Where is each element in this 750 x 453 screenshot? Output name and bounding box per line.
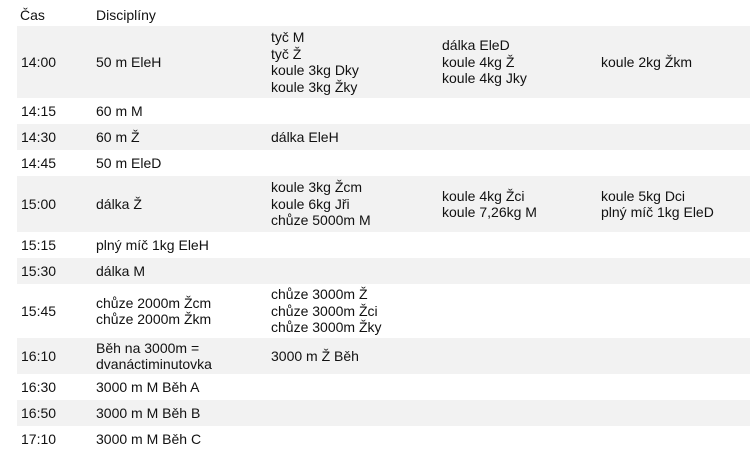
cell-line: koule 3kg Žky	[271, 78, 358, 95]
cell-line: 14:30	[21, 128, 57, 145]
cell-line: 50 m EleD	[96, 154, 162, 171]
header-time: Čas	[20, 7, 45, 23]
cell-line: plný míč 1kg EleH	[96, 236, 209, 253]
cell-line: chůze 3000m Žci	[271, 302, 378, 319]
discipline-cell-4	[601, 176, 714, 232]
cell-line: koule 3kg Dky	[271, 62, 359, 78]
cell-line: 16:50	[21, 404, 57, 421]
cell-line: koule 6kg Jři	[271, 195, 350, 212]
discipline-cell-1	[96, 400, 200, 426]
discipline-cell-2	[271, 26, 359, 98]
cell-line: 15:15	[21, 236, 57, 253]
cell-line: 14:15	[21, 102, 57, 119]
cell-line: dálka M	[96, 262, 146, 279]
cell-line: dálka EleH	[271, 128, 339, 145]
cell-line: Běh na 3000m =	[96, 339, 200, 356]
cell-line: koule 4kg Žci	[442, 187, 525, 204]
discipline-cell-2	[271, 176, 371, 232]
cell-line: chůze 3000m Žky	[271, 319, 382, 336]
cell-line: dálka EleD	[442, 37, 510, 54]
discipline-cell-1	[96, 98, 143, 124]
cell-line: chůze 5000m M	[271, 212, 371, 229]
discipline-cell-1	[96, 284, 211, 338]
discipline-cell-2	[271, 338, 359, 374]
table-row	[17, 338, 750, 374]
discipline-cell-1	[96, 258, 145, 284]
table-row	[17, 374, 750, 400]
discipline-cell-3	[442, 176, 537, 232]
time-cell	[21, 374, 56, 400]
cell-line: koule 4kg Ž	[442, 53, 515, 70]
cell-line: tyč M	[271, 29, 305, 45]
cell-line: 3000 m M Běh C	[96, 430, 202, 447]
cell-line: 60 m M	[96, 102, 143, 119]
cell-line: 15:30	[21, 262, 57, 279]
cell-line: plný míč 1kg EleD	[601, 204, 714, 220]
cell-line: 16:10	[21, 347, 57, 364]
time-cell	[21, 426, 56, 452]
cell-line: koule 7,26kg M	[442, 204, 537, 220]
time-cell	[21, 150, 56, 176]
discipline-cell-1	[96, 232, 209, 258]
time-cell	[21, 176, 56, 232]
cell-line: dálka Ž	[96, 195, 142, 212]
table-row	[17, 176, 750, 232]
table-row	[17, 232, 750, 258]
cell-line: 3000 m M Běh B	[96, 404, 201, 421]
discipline-cell-2	[271, 284, 382, 338]
table-row	[17, 150, 750, 176]
time-cell	[21, 284, 56, 338]
cell-line: koule 5kg Dci	[601, 187, 686, 204]
header-disciplines: Disciplíny	[96, 7, 156, 23]
discipline-cell-1	[96, 150, 161, 176]
discipline-cell-1	[96, 176, 142, 232]
discipline-cell-1	[96, 426, 201, 452]
time-cell	[21, 98, 56, 124]
cell-line: chůze 3000m Ž	[271, 286, 368, 303]
time-cell	[21, 26, 56, 98]
cell-line: 17:10	[21, 430, 57, 447]
discipline-cell-1	[96, 124, 140, 150]
cell-line: chůze 2000m Žcm	[96, 294, 212, 311]
time-cell	[21, 232, 56, 258]
cell-line: 14:45	[21, 154, 57, 171]
time-cell	[21, 338, 56, 374]
cell-line: 50 m EleH	[96, 53, 162, 70]
cell-line: chůze 2000m Žkm	[96, 311, 212, 327]
cell-line: koule 2kg Žkm	[601, 53, 693, 70]
table-row	[17, 258, 750, 284]
cell-line: 14:00	[21, 53, 57, 70]
time-cell	[21, 400, 56, 426]
table-row	[17, 98, 750, 124]
table-row	[17, 426, 750, 452]
table-row	[17, 284, 750, 338]
table-row	[17, 124, 750, 150]
cell-line: 16:30	[21, 378, 57, 395]
cell-line: koule 3kg Žcm	[271, 179, 363, 196]
discipline-cell-2	[271, 124, 339, 150]
discipline-cell-1	[96, 374, 200, 400]
table-row	[17, 400, 750, 426]
time-cell	[21, 124, 56, 150]
cell-line: 15:45	[21, 302, 57, 319]
discipline-cell-3	[442, 26, 527, 98]
table-row	[17, 26, 750, 98]
cell-line: koule 4kg Jky	[442, 70, 527, 87]
cell-line: 3000 m Ž Běh	[271, 347, 359, 364]
discipline-cell-4	[601, 26, 692, 98]
time-cell	[21, 258, 56, 284]
cell-line: tyč Ž	[271, 45, 302, 62]
discipline-cell-1	[96, 26, 161, 98]
cell-line: 60 m Ž	[96, 128, 140, 145]
cell-line: 3000 m M Běh A	[96, 378, 200, 395]
discipline-cell-1	[96, 338, 212, 374]
cell-line: 15:00	[21, 195, 57, 212]
table-header	[0, 0, 750, 26]
cell-line: dvanáctiminutovka	[96, 356, 212, 372]
